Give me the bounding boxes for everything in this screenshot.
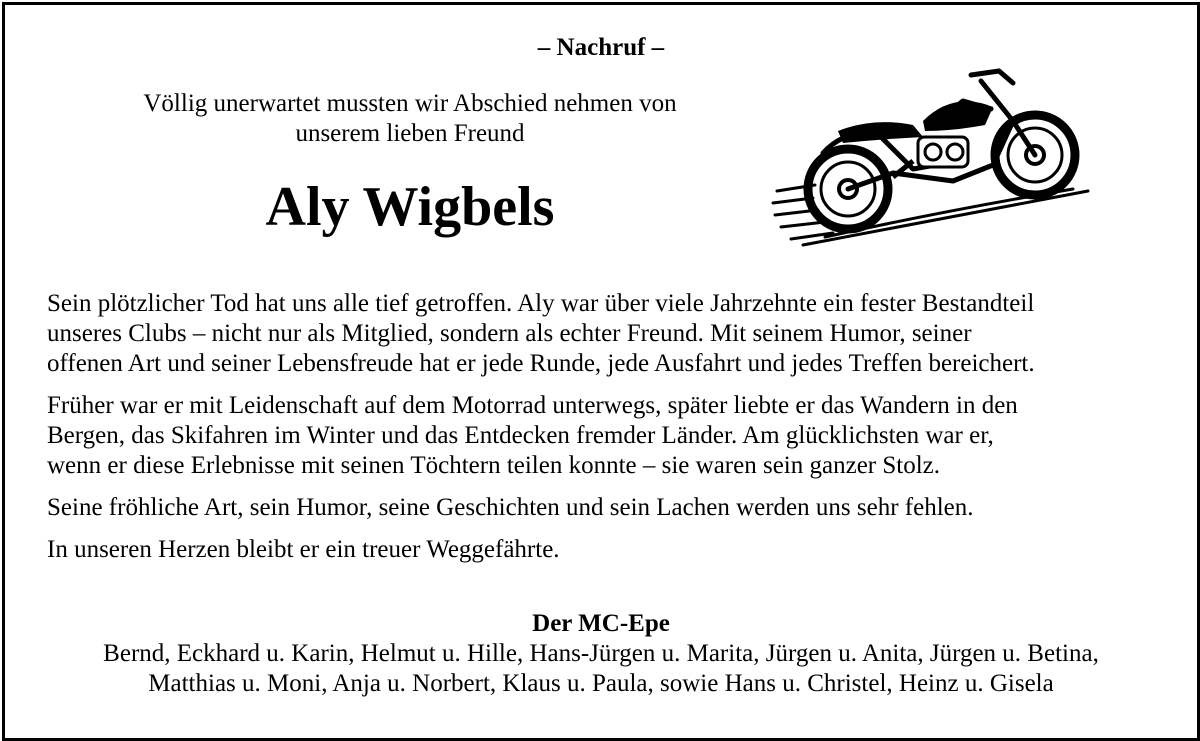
paragraph — [47, 493, 1167, 523]
text-line: offenen Art und seiner Lebensfreude hat er jede Runde, jede Ausfahrt und jedes Treffen bereichert. — [47, 350, 1035, 377]
signature-block — [5, 609, 1197, 699]
intro-line: Völlig unerwartet mussten wir Abschied nehmen von — [143, 90, 677, 117]
text-line: wenn er diese Erlebnisse mit seinen Töchtern teilen konnte – sie waren sein ganzer Stolz. — [47, 452, 941, 479]
text-line: Sein plötzlicher Tod hat uns alle tief getroffen. Aly war über viele Jahrzehnte ein fester Bestandteil — [47, 290, 1035, 317]
motorcycle-icon — [763, 61, 1098, 249]
intro-line: unserem lieben Freund — [295, 120, 525, 147]
paragraph — [47, 391, 1167, 481]
text-line: Seine fröhliche Art, sein Humor, seine Geschichten und sein Lachen werden uns sehr fehlen. — [47, 494, 974, 521]
notice-heading: – Nachruf – — [537, 34, 665, 61]
text-line: unseres Clubs – nicht nur als Mitglied, sondern als echter Freund. Mit seinem Humor, seiner — [47, 320, 972, 347]
deceased-name: Aly Wigbels — [265, 176, 555, 238]
text-line: Früher war er mit Leidenschaft auf dem Motorrad unterwegs, später liebte er das Wandern in den — [47, 392, 1018, 419]
obituary-notice — [2, 2, 1200, 741]
members-line: Matthias u. Moni, Anja u. Norbert, Klaus u. Paula, sowie Hans u. Christel, Heinz u. Gisela — [148, 670, 1054, 697]
paragraph — [47, 535, 1167, 565]
club-name: Der MC-Epe — [532, 610, 670, 637]
intro-text — [65, 89, 755, 149]
obituary-body — [47, 289, 1167, 577]
text-line: In unseren Herzen bleibt er ein treuer Weggefährte. — [47, 536, 560, 563]
paragraph — [47, 289, 1167, 379]
text-line: Bergen, das Skifahren im Winter und das Entdecken fremder Länder. Am glücklichsten war er, — [47, 422, 994, 449]
members-line: Bernd, Eckhard u. Karin, Helmut u. Hille, Hans-Jürgen u. Marita, Jürgen u. Anita, Jürgen u. Betina, — [103, 640, 1099, 667]
